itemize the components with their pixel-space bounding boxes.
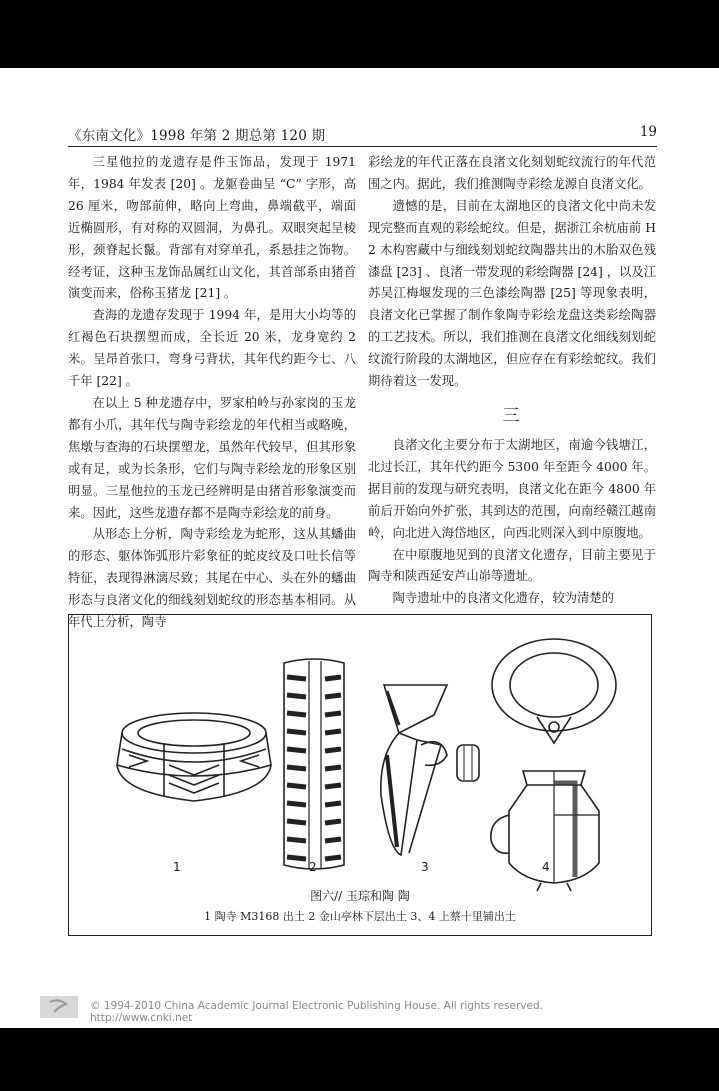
page-footer — [40, 996, 640, 1024]
page-number: 19 — [639, 124, 657, 140]
paragraph: 在以上 5 种龙遗存中，罗家柏岭与孙家岗的玉龙都有小爪，其年代与陶寺彩绘龙的年代相当或略晚，焦墩与查海的石块摆塑龙，虽然年代较早，但其形象或有足，或为长条形，它们与陶寺彩绘龙的形象区别明显。三星他拉的玉龙已经辨明是由猪首形象演变而来。因此，这些龙遗存都不是陶寺彩绘龙的前身。 — [68, 395, 356, 520]
left-column — [68, 152, 356, 634]
journal-title: 《东南文化》1998 年第 2 期总第 120 期 — [68, 128, 326, 144]
paragraph: 查海的龙遗存发现于 1994 年，是用大小均等的红褐色石块摆塑而成，全长近 20 米，龙身宽约 2 米。呈昂首张口，弯身弓背状，其年代约距今七、八千年 [22] 。 — [68, 308, 356, 389]
paragraph: 从形态上分析，陶寺彩绘龙为蛇形，这从其蟠曲的形态、躯体饰弧形片彩象征的蛇皮纹及口吐长信等特征，表现得淋漓尽致；其尾在中心、头在外的蟠曲形态与良渚文化的细线刻划蛇纹的形态基本相同。从年代上分析，陶寺 — [68, 527, 356, 630]
paragraph: 在中原腹地见到的良渚文化遗存，目前主要见于陶寺和陕西延安芦山峁等遗址。 — [368, 547, 656, 584]
ribbed-cylinder-drawing — [284, 659, 344, 869]
goblet-drawing — [381, 685, 479, 855]
figure-label-3: 3 — [421, 860, 429, 874]
jug-drawing — [491, 639, 616, 891]
figure-label-1: 1 — [173, 860, 181, 874]
section-heading: 三 — [502, 405, 522, 426]
figure-label-2: 2 — [309, 860, 317, 874]
running-header — [68, 124, 657, 147]
figure-caption: 图六// 玉琮和陶 陶 — [310, 889, 410, 903]
paragraph: 三星他拉的龙遗存是件玉饰品，发现于 1971 年，1984 年发表 [20] 。龙躯卷曲呈 “C” 字形，高 26 厘米，吻部前伸，略向上弯曲，鼻端截平，端面近椭圆形，有对称的双圆洞，为鼻孔。双眼突起呈棱形，颈脊起长鬣。背部有对穿单孔，系悬挂之饰物。经考证，这种玉龙饰品属红山文化，其首部系由猪首演变而来，俗称玉猪龙 [21] 。 — [68, 155, 356, 301]
right-column — [368, 152, 656, 610]
figure-subcaption: 1 陶寺 M3168 出土 2 金山亭林下层出土 3、4 上蔡十里铺出土 — [204, 910, 516, 923]
copyright-text: © 1994-2010 China Academic Journal Electronic Publishing House. All rights reserved. http://www.cnki.net — [90, 1000, 543, 1024]
cnki-logo-icon — [40, 996, 78, 1018]
paragraph: 彩绘龙的年代正落在良渚文化刻划蛇纹流行的年代范围之内。据此，我们推测陶寺彩绘龙源自良渚文化。 — [368, 155, 656, 191]
artifact-figure — [68, 614, 652, 936]
paragraph: 陶寺遗址中的良渚文化遗存，较为清楚的 — [392, 591, 614, 606]
paragraph: 良渚文化主要分布于太湖地区，南逾今钱塘江，北过长江，其年代约距今 5300 年至距今 4000 年。据目前的发现与研究表明，良渚文化在距今 4800 年前后开始向外扩张，其到达的范围，向南经赣江越南岭，向北进入海岱地区，向西北则深入到中原腹地。 — [368, 437, 656, 540]
journal-page — [0, 68, 719, 1028]
jade-cong-drawing — [117, 713, 271, 801]
paragraph: 遗憾的是，目前在太湖地区的良渚文化中尚未发现完整而直观的彩绘蛇纹。但是，据浙江余杭庙前 H2 木构窖藏中与细线刻划蛇纹陶器共出的木胎双色残漆盘 [23] 、良渚一带发现的彩绘陶器 [24] ，以及江苏吴江梅堰发现的三色漆绘陶器 [25] 等现象表明，良渚文化已掌握了制作象陶寺彩绘龙盘这类彩绘陶器的工艺技术。所以，我们推测在良渚文化细线刻划蛇纹流行阶段的太湖地区，但应存在有彩绘蛇纹。我们期待着这一发现。 — [368, 198, 656, 389]
figure-label-4: 4 — [542, 860, 550, 874]
